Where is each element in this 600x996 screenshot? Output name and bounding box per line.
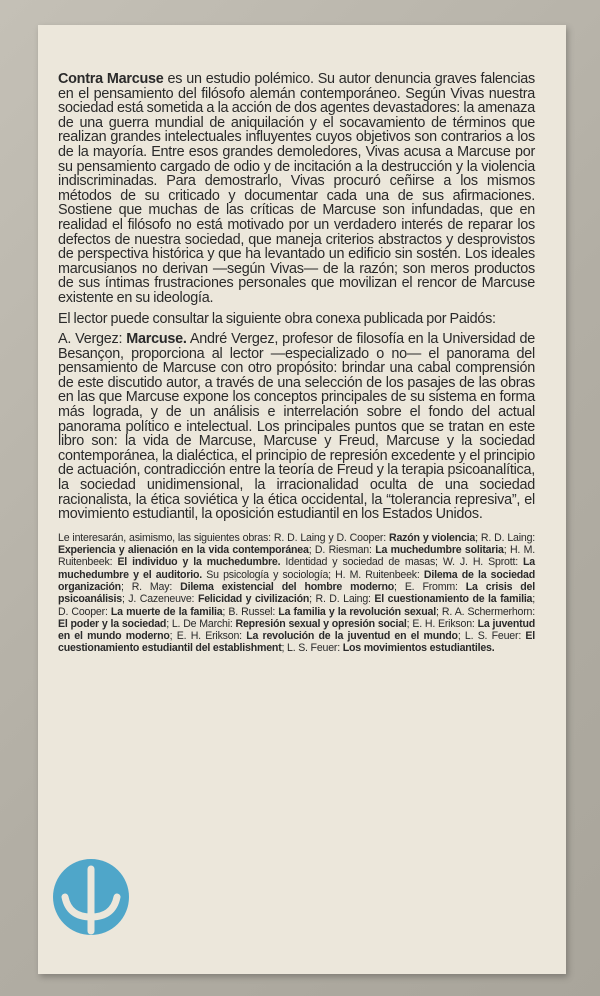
book-back-cover (38, 25, 566, 974)
also-item-author: ; D. Riesman: (308, 544, 376, 557)
also-item-title: Felicidad y civilización (197, 593, 310, 606)
book-title: Contra Marcuse (58, 71, 164, 87)
related-book-author: A. Vergez: (58, 331, 127, 348)
also-item-author: ; D. Cooper: (58, 593, 536, 618)
psi-logo-icon (51, 857, 131, 937)
also-item-author: ; B. Russel: (222, 605, 279, 618)
also-item-title: El cuestionamiento de la familia (374, 593, 533, 606)
also-item-title: La revolución de la juventud en el mundo (246, 630, 458, 643)
also-item-title: La crisis del psicoanálisis (58, 581, 535, 606)
related-book-title: Marcuse. (126, 331, 187, 348)
also-item-author: ; E. Fromm: (394, 581, 466, 593)
intro-paragraph (58, 72, 535, 306)
also-item-title: La muerte de la familia (110, 605, 223, 618)
also-item-title: Los movimientos estudiantiles. (342, 642, 495, 655)
also-item-author: ; L. De Marchi: (166, 617, 236, 630)
related-book-text: André Vergez, profesor de filosofía en la Universidad de Besançon, proporciona al lector —especializado o no— el panorama del pensamiento de Marcuse con otro propósito: brindar una cabal comprensión de este discutido autor, a través de una selección de los pasajes de las obras en las que Marcuse expone los conceptos principales de su sistema en forma más lograda, y de un análisis e interrelación sobre el fondo del actual panorama político e intelectual. Los principales puntos que se tratan en este libro son: la vida de Marcuse, Marcuse y Freud, Marcuse y la sociedad contemporánea, la dialéctica, el principio de represión excedente y el principio de actuación, contradicción entre la teoría de Freud y la terapia psicoanalítica, la sociedad unidimensional, la irracionalidad oculta de una sociedad racionalista, la ética soviética y la ética occidental, la “tolerancia represiva”, el movimiento estudiantil, la oposición estudiantil en los Estados Unidos. (58, 331, 535, 523)
also-item-title: Dilema de la sociedad organización (58, 568, 535, 593)
also-item-title: El individuo y la muchedumbre. (117, 556, 281, 569)
also-item-title: La muchedumbre y el auditorio. (58, 556, 535, 581)
also-item-title: Represión sexual y opresión social (235, 617, 407, 630)
also-item-title: El cuestionamiento estudiantil del establishment (58, 630, 536, 655)
also-item-title: La muchedumbre solitaria (375, 544, 504, 557)
also-item-title: Razón y violencia (389, 531, 476, 544)
also-interested-list (58, 532, 535, 655)
also-item-author: ; R. A. Schermerhorn: (435, 605, 535, 618)
intro-text: es un estudio polémico. Su autor denuncia graves falencias en el pensamiento del filósofo alemán contemporáneo. Según Vivas nuestra sociedad está sometida a la acción de dos agentes devastadores: la amenaza de una guerra mundial de aniquilación y el socavamiento de términos que realizan grandes intelectuales influyentes cuyos objetivos son contrarios a los de la mayoría. Entre esos grandes demoledores, Vivas acusa a Marcuse por su pensamiento cargado de odio y de incitación a la destrucción y la violencia indiscriminadas. Para demostrarlo, Vivas procuró ceñirse a los mismos métodos de su criticado y documentar cada una de sus afirmaciones. Sostiene que muchas de las críticas de Marcuse son infundadas, que en realidad el filósofo no está motivado por un verdadero interés de reparar los defectos de nuestra sociedad, que maneja criterios abstractos y desprovistos de perspectiva histórica y que ha levantado un edificio sin sostén. Los ideales marcusianos no derivan —según Vivas— de la razón; son meros productos de sus íntimas frustraciones personales que movilizan el rencor de Marcuse existente en su ideología. (58, 71, 535, 306)
also-item-title: La familia y la revolución sexual (278, 605, 436, 618)
also-item-author: ; L. S. Feuer: (281, 642, 343, 655)
also-item-author: Su psicología y sociología; H. M. Ruitenbeek: (202, 568, 424, 581)
also-item-title: El poder y la sociedad (58, 617, 167, 630)
also-item-title: Experiencia y alienación en la vida contemporánea (58, 544, 309, 557)
also-item-author: ; R. D. Laing: (309, 593, 375, 606)
also-item-author: ; R. May: (120, 581, 181, 593)
also-items (58, 532, 535, 655)
also-intro: Le interesarán, asimismo, las siguientes obras: (58, 531, 274, 544)
also-item-author: ; J. Cazeneuve: (121, 593, 198, 606)
related-intro: El lector puede consultar la siguiente obra conexa publicada por Paidós: (58, 310, 496, 327)
related-book-paragraph (58, 332, 535, 522)
also-item-author: ; E. H. Erikson: (406, 617, 478, 630)
also-item-title: Dilema existencial del hombre moderno (180, 581, 395, 593)
also-item-author: Identidad y sociedad de masas; W. J. H. Sprott: (280, 556, 524, 569)
also-item-author: ; L. S. Feuer: (457, 630, 526, 643)
also-item-author: ; H. M. Ruitenbeek: (58, 544, 535, 569)
also-item-author: R. D. Laing y D. Cooper: (273, 531, 390, 544)
also-item-author: ; R. D. Laing: (475, 531, 536, 544)
also-item-author: ; E. H. Erikson: (169, 630, 247, 643)
also-item-title: La juventud en el mundo moderno (58, 617, 536, 643)
back-cover-text (58, 72, 535, 665)
